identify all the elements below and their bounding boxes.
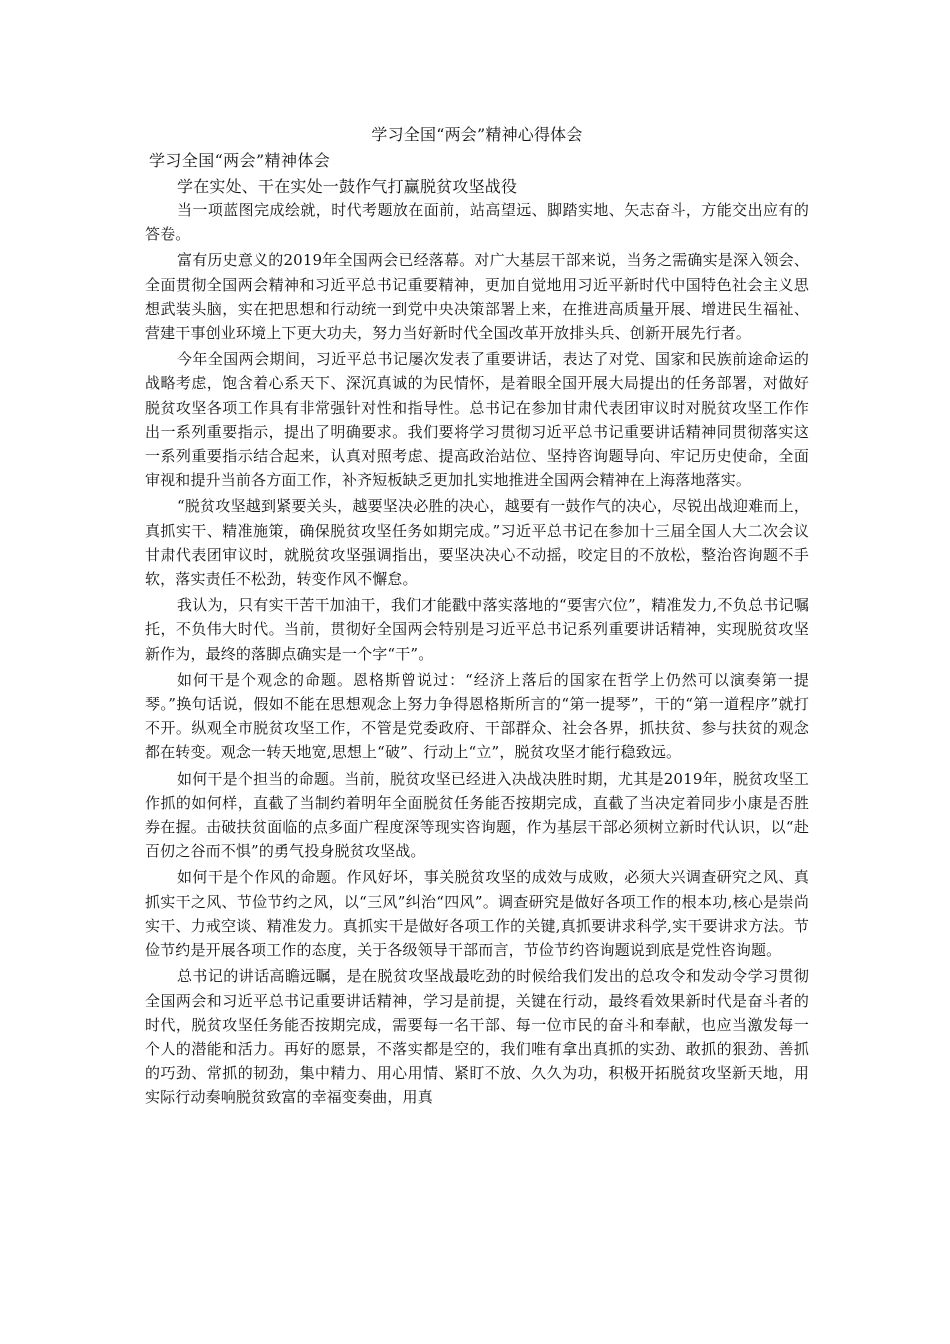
- paragraph: 今年全国两会期间，习近平总书记屡次发表了重要讲话，表达了对党、国家和民族前途命运的战略考虑，饱含着心系天下、深沉真诚的为民情怀，是着眼全国开展大局提出的任务部署，对做好脱贫攻坚各项工作具有非常强针对性和指导性。总书记在参加甘肃代表团审议时对脱贫攻坚工作作出一系列重要指示，提出了明确要求。我们要将学习贯彻习近平总书记重要讲话精神同贯彻落实这一系列重要指示结合起来，认真对照考虑、提高政治站位、坚持咨询题导向、牢记历史使命，全面审视和提升当前各方面工作，补齐短板缺乏更加扎实地推进全国两会精神在上海落地落实。: [145, 350, 809, 490]
- paragraph: “脱贫攻坚越到紧要关头，越要坚决必胜的决心，越要有一鼓作气的决心，尽锐出战迎难而上，真抓实干、精准施策，确保脱贫攻坚任务如期完成。”习近平总书记在参加十三届全国人大二次会议甘肃代表团审议时，就脱贫攻坚强调指出，要坚决决心不动摇，咬定目的不放松，整治咨询题不手软，落实责任不松劲，转变作风不懈怠。: [145, 497, 809, 589]
- paragraph: 如何干是个作风的命题。作风好坏，事关脱贫攻坚的成效与成败，必须大兴调查研究之风、真抓实干之风、节俭节约之风，以“三风”纠治“四风”。调查研究是做好各项工作的根本功,核心是崇尚实干、力戒空谈、精准发力。真抓实干是做好各项工作的关键,真抓要讲求科学,实干要讲求方法。节俭节约是开展各项工作的态度，关于各级领导干部而言，节俭节约咨询题说到底是党性咨询题。: [145, 868, 809, 960]
- paragraph: 我认为，只有实干苦干加油干，我们才能戳中落实落地的“要害穴位”，精准发力,不负总书记嘱托，不负伟大时代。当前，贯彻好全国两会特别是习近平总书记系列重要讲话精神，实现脱贫攻坚新作为，最终的落脚点确实是一个字“干”。: [145, 596, 809, 663]
- document-body: [145, 124, 809, 1112]
- document-subtitle: 学习全国“两会”精神体会: [149, 151, 331, 170]
- document-title: 学习全国“两会”精神心得体会: [371, 125, 583, 144]
- paragraph: 如何干是个观念的命题。恩格斯曾说过：“经济上落后的国家在哲学上仍然可以演奏第一提琴。”换句话说，假如不能在思想观念上努力争得恩格斯所言的“第一提琴”，干的“第一道程序”就打不开。纵观全市脱贫攻坚工作，不管是党委政府、干部群众、社会各界，抓扶贫、参与扶贫的观念都在转变。观念一转天地宽,思想上“破”、行动上“立”，脱贫攻坚才能行稳致远。: [145, 670, 809, 762]
- paragraph: 总书记的讲话高瞻远瞩，是在脱贫攻坚战最吃劲的时候给我们发出的总攻令和发动令学习贯彻全国两会和习近平总书记重要讲话精神，学习是前提，关键在行动，最终看效果新时代是奋斗者的时代，脱贫攻坚任务能否按期完成，需要每一名干部、每一位市民的奋斗和奉献，也应当激发每一个人的潜能和活力。再好的愿景，不落实都是空的，我们唯有拿出真抓的实劲、敢抓的狠劲、善抓的巧劲、常抓的韧劲，集中精力、用心用情、紧盯不放、久久为功，积极开拓脱贫攻坚新天地，用实际行动奏响脱贫致富的幸福变奏曲，用真: [145, 967, 809, 1107]
- paragraph: 富有历史意义的2019年全国两会已经落幕。对广大基层干部来说，当务之需确实是深入领会、全面贯彻全国两会精神和习近平总书记重要精神，更加自觉地用习近平新时代中国特色社会主义思想武装头脑，实在把思想和行动统一到党中央决策部署上来，在推进高质量开展、增进民生福祉、营建干事创业环境上下更大功夫，努力当好新时代全国改革开放排头兵、创新开展先行者。: [145, 251, 809, 343]
- paragraph: 如何干是个担当的命题。当前，脱贫攻坚已经进入决战决胜时期，尤其是2019年，脱贫攻坚工作抓的如何样，直截了当制约着明年全面脱贫任务能否按期完成，直截了当决定着同步小康是否胜券在握。击破扶贫面临的点多面广程度深等现实咨询题，作为基层干部必须树立新时代认识，以“赴百仞之谷而不惧”的勇气投身脱贫攻坚战。: [145, 769, 809, 861]
- paragraph: 当一项蓝图完成绘就，时代考题放在面前，站高望远、脚踏实地、矢志奋斗，方能交出应有的答卷。: [145, 201, 809, 244]
- document-heading: 学在实处、干在实处一鼓作气打赢脱贫攻坚战役: [177, 177, 518, 196]
